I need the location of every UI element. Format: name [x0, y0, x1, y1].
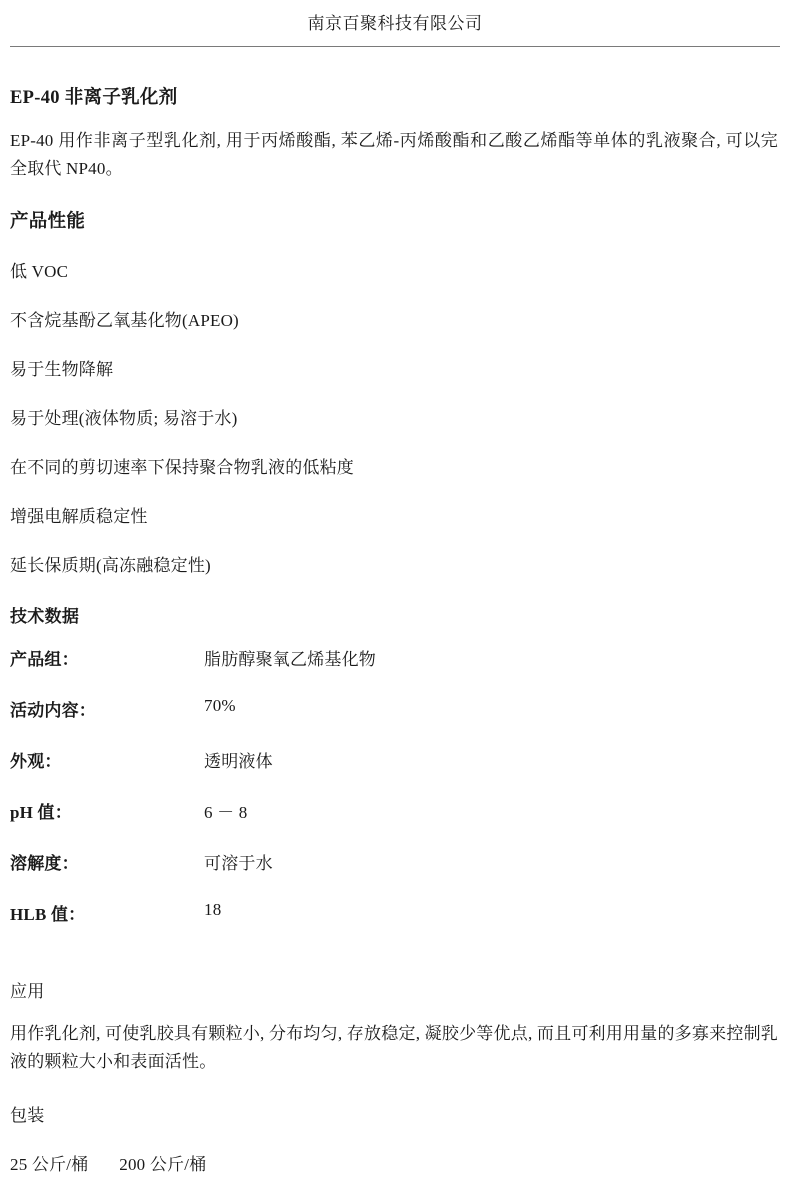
spec-label: 产品组：: [10, 650, 79, 670]
table-row: [10, 798, 778, 849]
technical-data-table: [10, 645, 778, 951]
packaging-item: 25 公斤/桶: [10, 1155, 89, 1175]
feature-item: 延长保质期(高冻融稳定性): [10, 556, 211, 576]
spec-value: 70%: [204, 696, 236, 716]
spec-label: 外观：: [10, 752, 62, 772]
feature-item: 低 VOC: [10, 262, 69, 282]
product-title: EP-40 非离子乳化剂: [10, 88, 178, 108]
feature-item: 易于生物降解: [10, 360, 114, 380]
performance-heading: 产品性能: [10, 212, 86, 233]
application-text: 用作乳化剂, 可使乳胶具有颗粒小, 分布均匀, 存放稳定, 凝胶少等优点, 而且可利用用量的多寡来控制乳液的颗粒大小和表面活性。: [10, 1024, 778, 1071]
spec-value: 6 － 8: [204, 803, 248, 823]
header-divider: [10, 46, 780, 47]
product-intro: EP-40 用作非离子型乳化剂, 用于丙烯酸酯, 苯乙烯-丙烯酸酯和乙酸乙烯酯等单体的乳液聚合, 可以完全取代 NP40。: [10, 131, 778, 178]
table-row: [10, 900, 778, 951]
technical-data-heading: 技术数据: [10, 607, 80, 627]
packaging-line: [10, 1150, 778, 1175]
table-row: [10, 696, 778, 747]
feature-item: 易于处理(液体物质; 易溶于水): [10, 409, 238, 429]
table-row: [10, 747, 778, 798]
spec-label: 活动内容：: [10, 701, 96, 721]
feature-item: 不含烷基酚乙氧基化物(APEO): [10, 311, 239, 331]
table-row: [10, 849, 778, 900]
company-name: 南京百聚科技有限公司: [307, 14, 483, 33]
table-row: [10, 645, 778, 696]
spec-value: 可溶于水: [204, 854, 273, 874]
feature-item: 在不同的剪切速率下保持聚合物乳液的低粘度: [10, 458, 354, 478]
application-heading: 应用: [10, 982, 45, 1002]
spec-value: 透明液体: [204, 752, 273, 772]
packaging-item: 200 公斤/桶: [119, 1155, 207, 1175]
spec-label: 溶解度：: [10, 854, 79, 874]
packaging-heading: 包装: [10, 1106, 45, 1126]
document-content: [0, 83, 790, 1175]
spec-label: HLB 值：: [10, 905, 86, 925]
spec-value: 18: [204, 900, 222, 920]
spec-value: 脂肪醇聚氧乙烯基化物: [204, 650, 376, 670]
spec-label: pH 值：: [10, 803, 72, 823]
feature-item: 增强电解质稳定性: [10, 507, 148, 527]
page-header: [0, 0, 790, 34]
